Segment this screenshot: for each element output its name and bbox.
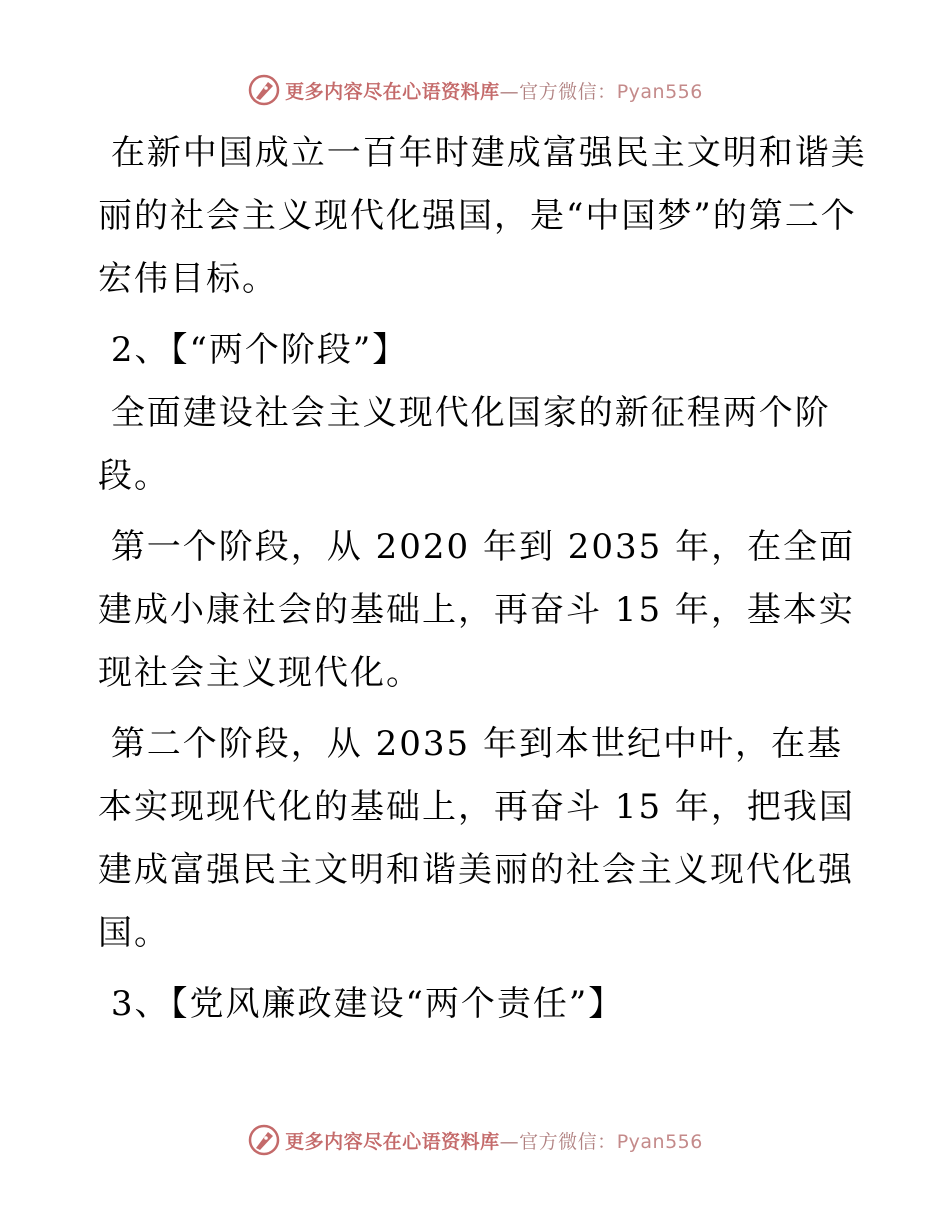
watermark-wechat-id: Pyan556: [616, 1130, 703, 1153]
pen-nib-logo-icon: [247, 73, 281, 107]
footer-watermark: [0, 1120, 950, 1160]
watermark-text: [285, 77, 703, 104]
watermark-label: 官方微信：: [519, 80, 617, 103]
watermark-wechat-id: Pyan556: [616, 80, 703, 103]
paragraph: 全面建设社会主义现代化国家的新征程两个阶段。: [98, 393, 831, 496]
watermark-separator: —: [499, 1130, 520, 1153]
watermark-brand: 更多内容尽在心语资料库: [285, 80, 500, 103]
section-heading: 2、【“两个阶段”】: [98, 330, 409, 370]
watermark-brand: 更多内容尽在心语资料库: [285, 1130, 500, 1153]
watermark-separator: —: [499, 80, 520, 103]
paragraph: 第二个阶段，从 2035 年到本世纪中叶，在基本实现现代化的基础上，再奋斗 15 年，把我国建成富强民主文明和谐美丽的社会主义现代化强国。: [98, 724, 855, 953]
watermark-text: [285, 1127, 703, 1154]
paragraph: 在新中国成立一百年时建成富强民主文明和谐美丽的社会主义现代化强国，是“中国梦”的第二个宏伟目标。: [98, 133, 867, 299]
pen-nib-logo-icon: [247, 1123, 281, 1157]
section-heading: 3、【党风廉政建设“两个责任”】: [98, 984, 625, 1024]
header-watermark: [0, 70, 950, 110]
paragraph: 第一个阶段，从 2020 年到 2035 年，在全面建成小康社会的基础上，再奋斗 15 年，基本实现社会主义现代化。: [98, 527, 856, 693]
document-body: [98, 122, 868, 1036]
watermark-label: 官方微信：: [519, 1130, 617, 1153]
